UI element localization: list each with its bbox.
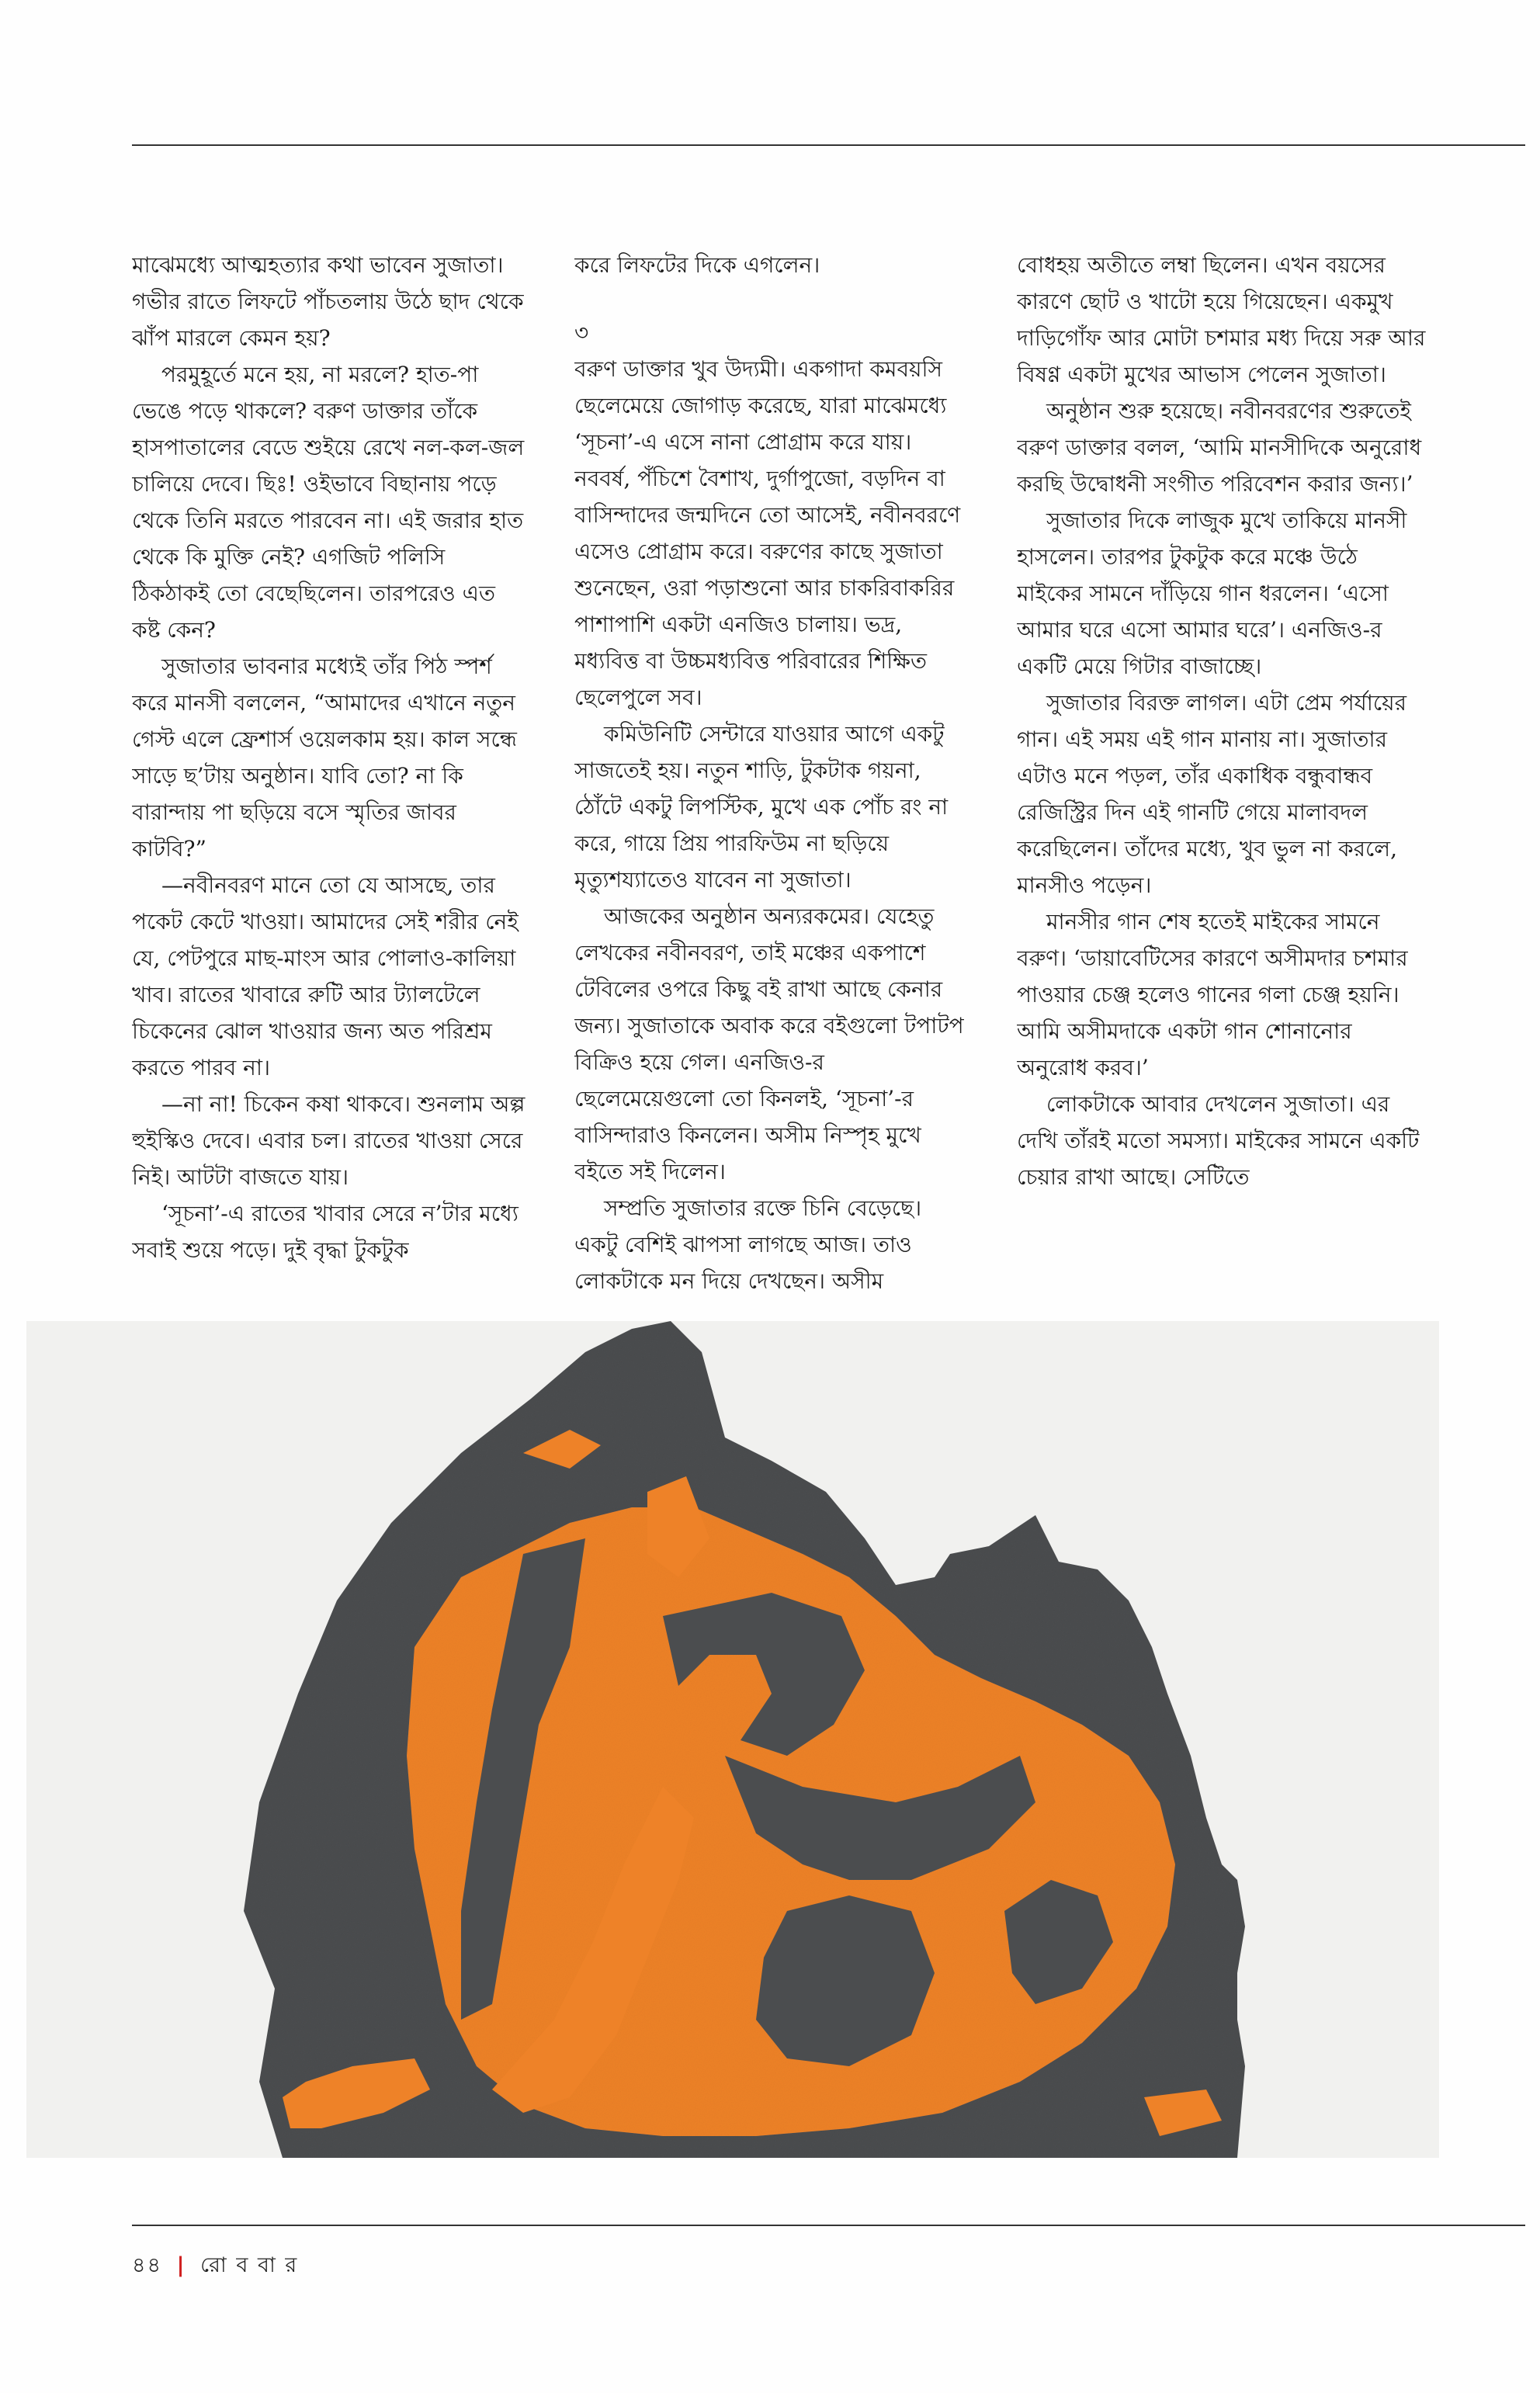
paragraph: কমিউনিটি সেন্টারে যাওয়ার আগে একটু সাজতেই হয়। নতুন শাড়ি, টুকটাক গয়না, ঠোঁটে একটু লিপস্টিক, মুখে এক পোঁচ রং না করে, গায়ে প্রিয় পারফিউম না ছড়িয়ে মৃত্যুশয্যাতেও যাবেন না সুজাতা। [574,721,949,893]
magazine-name: রো ব বা র [200,2253,299,2277]
paragraph: —না না! চিকেন কষা থাকবে। শুনলাম অল্প হুইস্কিও দেবে। এবার চল। রাতের খাওয়া সেরে নিই। আটটা বাজতে যায়। [132,1091,525,1190]
paragraph: আজকের অনুষ্ঠান অন্যরকমের। যেহেতু লেখকের নবীনবরণ, তাই মঞ্চের একপাশে টেবিলের ওপরে কিছু বই রাখা আছে কেনার জন্য। সুজাতাকে অবাক করে বইগুলো টপাটপ বিক্রিও হয়ে গেল। এনজিও-র ছেলেমেয়েগুলো তো কিনলই, ‘সূচনা’-র বাসিন্দারাও কিনলেন। অসীম নিস্পৃহ মুখে বইতে সই দিলেন। [574,903,964,1184]
page-number: ৪৪ [132,2253,163,2277]
bottom-rule [132,2225,1525,2226]
top-rule [132,144,1525,146]
footer-separator: | [176,2253,186,2277]
paragraph: মাঝেমধ্যে আত্মহত্যার কথা ভাবেন সুজাতা। গভীর রাতে লিফটে পাঁচতলায় উঠে ছাদ থেকে ঝাঁপ মারলে কেমন হয়? [132,252,524,351]
paragraph: করে লিফটের দিকে এগলেন। [574,252,820,278]
paragraph: সম্প্রতি সুজাতার রক্তে চিনি বেড়েছে। একটু বেশিই ঝাপসা লাগছে আজ। তাও লোকটাকে মন দিয়ে দেখছেন। অসীম [574,1195,922,1294]
paragraph: পরমুহূর্তে মনে হয়, না মরলে? হাত-পা ভেঙে পড়ে থাকলে? বরুণ ডাক্তার তাঁকে হাসপাতালের বেডে শুইয়ে রেখে নল-কল-জল চালিয়ে দেবে। ছিঃ! ওইভাবে বিছানায় পড়ে থেকে তিনি মরতে পারবেন না। এই জরার হাত থেকে কি মুক্তি নেই? এগজিট পলিসি ঠিকঠাকই তো বেছেছিলেন। তারপরেও এত কষ্ট কেন? [132,362,525,643]
paragraph: সুজাতার দিকে লাজুক মুখে তাকিয়ে মানসী হাসলেন। তারপর টুকটুক করে মঞ্চে উঠে মাইকের সামনে দাঁড়িয়ে গান ধরলেন। ‘এসো আমার ঘরে এসো আমার ঘরে’। এনজিও-র একটি মেয়ে গিটার বাজাচ্ছে। [1017,508,1407,679]
text-column-3 [1017,247,1428,1302]
paragraph: অনুষ্ঠান শুরু হয়েছে। নবীনবরণের শুরুতেই বরুণ ডাক্তার বলল, ‘আমি মানসীদিকে অনুরোধ করছি উদ্বোধনী সংগীত পরিবেশন করার জন্য।’ [1017,398,1422,497]
text-column-1 [132,247,528,1302]
paragraph: সুজাতার ভাবনার মধ্যেই তাঁর পিঠ স্পর্শ করে মানসী বললেন, “আমাদের এখানে নতুন গেস্ট এলে ফ্রেশার্স ওয়েলকাম হয়। কাল সন্ধে সাড়ে ছ’টায় অনুষ্ঠান। যাবি তো? না কি বারান্দায় পা ছড়িয়ে বসে স্মৃতির জাবর কাটবি?” [132,654,517,862]
section-number: ৩ [574,320,589,345]
paragraph: সুজাতার বিরক্ত লাগল। এটা প্রেম পর্যায়ের গান। এই সময় এই গান মানায় না। সুজাতার এটাও মনে পড়ল, তাঁর একাধিক বন্ধুবান্ধব রেজিস্ট্রির দিন এই গানটি গেয়ে মালাবদল করেছিলেন। তাঁদের মধ্যে, খুব ভুল না করলে, মানসীও পড়েন। [1017,690,1406,898]
page-footer [132,2249,298,2284]
paragraph: মানসীর গান শেষ হতেই মাইকের সামনে বরুণ। ‘ডায়াবেটিসের কারণে অসীমদার চশমার পাওয়ার চেঞ্জ হলেও গানের গলা চেঞ্জ হয়নি। আমি অসীমদাকে একটা গান শোনানোর অনুরোধ করব।’ [1017,909,1408,1080]
illustration-svg [26,1321,1439,2158]
paragraph: —নবীনবরণ মানে তো যে আসছে, তার পকেট কেটে খাওয়া। আমাদের সেই শরীর নেই যে, পেটপুরে মাছ-মাংস আর পোলাও-কালিয়া খাব। রাতের খাবারে রুটি আর ট্যালটেলে চিকেনের ঝোল খাওয়ার জন্য অত পরিশ্রম করতে পারব না। [132,872,519,1080]
paragraph: বোধহয় অতীতে লম্বা ছিলেন। এখন বয়সের কারণে ছোট ও খাটো হয়ে গিয়েছেন। একমুখ দাড়িগোঁফ আর মোটা চশমার মধ্য দিয়ে সরু আর বিষণ্ণ একটা মুখের আভাস পেলেন সুজাতা। [1017,252,1426,387]
paragraph: বরুণ ডাক্তার খুব উদ্যমী। একগাদা কমবয়সি ছেলেমেয়ে জোগাড় করেছে, যারা মাঝেমধ্যে ‘সূচনা’-এ এসে নানা প্রোগ্রাম করে যায়। নববর্ষ, পঁচিশে বৈশাখ, দুর্গাপুজো, বড়দিন বা বাসিন্দাদের জন্মদিনে তো আসেই, নবীনবরণে এসেও প্রোগ্রাম করে। বরুণের কাছে সুজাতা শুনেছেন, ওরা পড়াশুনো আর চাকরিবাকরির পাশাপাশি একটা এনজিও চালায়। ভদ্র, মধ্যবিত্ত বা উচ্চমধ্যবিত্ত পরিবারের শিক্ষিত ছেলেপুলে সব। [574,356,961,710]
paragraph: লোকটাকে আবার দেখলেন সুজাতা। এর দেখি তাঁরই মতো সমস্যা। মাইকের সামনে একটি চেয়ার রাখা আছে। সেটিতে [1017,1091,1420,1190]
paragraph: ‘সূচনা’-এ রাতের খাবার সেরে ন’টার মধ্যে সবাই শুয়ে পড়ে। দুই বৃদ্ধা টুকটুক [132,1201,519,1263]
paper-cut-illustration [26,1321,1439,2158]
text-column-2 [574,247,970,1302]
